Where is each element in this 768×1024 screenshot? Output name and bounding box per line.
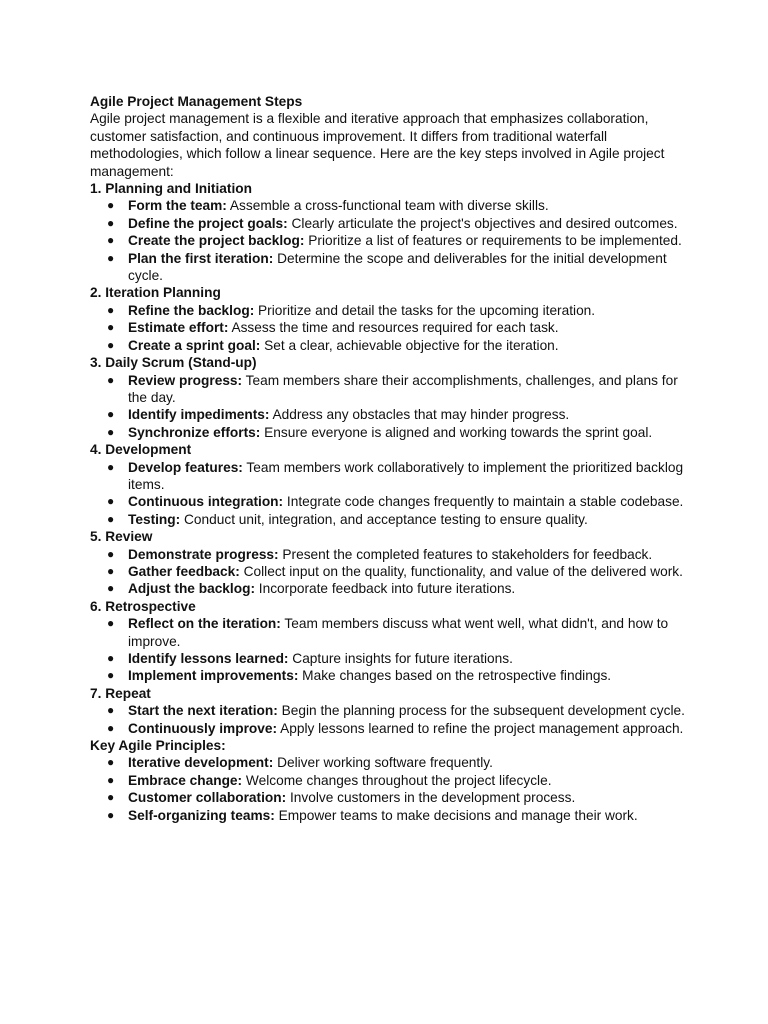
section-heading: 1. Planning and Initiation — [90, 181, 252, 197]
list-item — [90, 197, 690, 214]
section-heading: 3. Daily Scrum (Stand-up) — [90, 355, 257, 371]
item-description: Make changes based on the retrospective findings. — [298, 668, 612, 684]
list-item — [90, 754, 690, 771]
section-heading: Key Agile Principles: — [90, 738, 226, 754]
bullet-list — [90, 459, 690, 529]
item-description: Incorporate feedback into future iterations. — [255, 581, 516, 597]
list-item — [90, 459, 690, 494]
item-description: Begin the planning process for the subsequent development cycle. — [277, 703, 685, 719]
item-term: Reflect on the iteration: — [128, 616, 281, 632]
bullet-icon: ● — [107, 546, 115, 561]
list-item — [90, 319, 690, 336]
item-description: Team members discuss what went well, what didn't, and how to improve. — [128, 616, 669, 649]
item-description: Prioritize and detail the tasks for the upcoming iteration. — [254, 302, 596, 318]
intro-paragraph: Agile project management is a flexible and iterative approach that emphasizes collaboration, customer satisfaction, and continuous improvement. It differs from traditional waterfall methodologies, which follow a linear sequence. Here are the key steps involved in Agile project management: — [90, 111, 665, 179]
bullet-icon: ● — [107, 494, 115, 509]
bullet-list — [90, 754, 690, 824]
list-item — [90, 406, 690, 423]
bullet-list — [90, 302, 690, 354]
bullet-list — [90, 615, 690, 685]
item-term: Customer collaboration: — [128, 790, 287, 806]
section-heading: 5. Review — [90, 529, 153, 545]
bullet-icon: ● — [107, 720, 115, 735]
bullet-list — [90, 546, 690, 598]
item-term: Implement improvements: — [128, 668, 299, 684]
bullet-icon: ● — [107, 703, 115, 718]
item-description: Integrate code changes frequently to maintain a stable codebase. — [283, 494, 684, 510]
item-term: Review progress: — [128, 372, 243, 388]
bullet-icon: ● — [107, 581, 115, 596]
item-description: Capture insights for future iterations. — [288, 651, 513, 666]
bullet-icon: ● — [107, 198, 115, 213]
item-description: Ensure everyone is aligned and working towards the sprint goal. — [260, 424, 653, 440]
bullet-icon: ● — [107, 616, 115, 631]
item-description: Welcome changes throughout the project lifecycle. — [242, 772, 552, 788]
bullet-icon: ● — [107, 651, 115, 665]
item-description: Apply lessons learned to refine the project management approach. — [277, 720, 684, 736]
item-term: Continuous integration: — [128, 494, 284, 510]
bullet-list — [90, 372, 690, 442]
item-description: Involve customers in the development process. — [286, 790, 576, 806]
item-description: Empower teams to make decisions and manage their work. — [274, 807, 638, 823]
item-description: Team members share their accomplishments, challenges, and plans for the day. — [128, 372, 678, 405]
bullet-icon: ● — [107, 233, 115, 248]
item-description: Assemble a cross-functional team with diverse skills. — [226, 198, 549, 214]
list-item — [90, 372, 690, 407]
section-heading: 2. Iteration Planning — [90, 285, 221, 301]
item-description: Assess the time and resources required for each task. — [228, 320, 559, 336]
document-title: Agile Project Management Steps — [90, 94, 303, 109]
item-term: Identify lessons learned: — [128, 651, 289, 666]
item-term: Plan the first iteration: — [128, 250, 274, 266]
list-item — [90, 563, 690, 580]
bullet-list — [90, 197, 690, 284]
list-item — [90, 667, 690, 684]
bullet-icon: ● — [107, 790, 115, 805]
bullet-icon: ● — [107, 215, 115, 230]
item-description: Deliver working software frequently. — [273, 755, 493, 771]
item-term: Gather feedback: — [128, 563, 240, 579]
item-term: Embrace change: — [128, 772, 243, 788]
list-item — [90, 615, 690, 650]
item-term: Self-organizing teams: — [128, 807, 275, 823]
item-term: Adjust the backlog: — [128, 581, 255, 597]
item-description: Present the completed features to stakeholders for feedback. — [278, 546, 653, 562]
bullet-icon: ● — [107, 372, 115, 387]
bullet-icon: ● — [107, 755, 115, 770]
item-term: Estimate effort: — [128, 320, 229, 336]
bullet-icon: ● — [107, 407, 115, 422]
item-term: Testing: — [128, 511, 181, 527]
list-item — [90, 720, 690, 737]
list-item — [90, 772, 690, 789]
item-description: Determine the scope and deliverables for the initial development cycle. — [128, 250, 667, 284]
bullet-icon: ● — [107, 337, 115, 352]
item-term: Start the next iteration: — [128, 703, 278, 719]
bullet-icon: ● — [107, 250, 115, 265]
document-page — [90, 93, 690, 824]
item-term: Form the team: — [128, 198, 227, 214]
item-term: Create the project backlog: — [128, 233, 305, 249]
bullet-list — [90, 702, 690, 737]
bullet-icon: ● — [107, 668, 115, 683]
list-item — [90, 580, 690, 597]
item-term: Develop features: — [128, 459, 243, 475]
list-item — [90, 546, 690, 563]
item-description: Team members work collaboratively to implement the prioritized backlog items. — [128, 459, 684, 492]
bullet-icon: ● — [107, 807, 115, 822]
list-item — [90, 789, 690, 806]
list-item — [90, 250, 690, 285]
item-term: Create a sprint goal: — [128, 337, 261, 353]
list-item — [90, 807, 690, 824]
section-heading: 7. Repeat — [90, 685, 151, 701]
bullet-icon: ● — [107, 302, 115, 317]
list-item — [90, 511, 690, 528]
item-term: Identify impediments: — [128, 407, 270, 423]
bullet-icon: ● — [107, 320, 115, 335]
list-item — [90, 493, 690, 510]
item-term: Iterative development: — [128, 755, 274, 771]
list-item — [90, 702, 690, 719]
item-description: Set a clear, achievable objective for the iteration. — [260, 337, 559, 353]
bullet-icon: ● — [107, 772, 115, 787]
list-item — [90, 232, 690, 249]
item-term: Refine the backlog: — [128, 302, 255, 318]
item-description: Address any obstacles that may hinder progress. — [269, 407, 570, 423]
section-heading: 4. Development — [90, 442, 192, 458]
bullet-icon: ● — [107, 563, 115, 578]
item-term: Demonstrate progress: — [128, 546, 279, 562]
list-item — [90, 424, 690, 441]
item-term: Synchronize efforts: — [128, 424, 261, 440]
item-description: Conduct unit, integration, and acceptance testing to ensure quality. — [180, 511, 588, 527]
section-heading: 6. Retrospective — [90, 598, 196, 614]
bullet-icon: ● — [107, 424, 115, 439]
list-item — [90, 650, 690, 667]
item-term: Continuously improve: — [128, 720, 278, 736]
list-item — [90, 302, 690, 319]
bullet-icon: ● — [107, 459, 115, 474]
item-description: Prioritize a list of features or requirements to be implemented. — [304, 233, 682, 249]
item-description: Clearly articulate the project's objectives and desired outcomes. — [287, 215, 678, 231]
list-item — [90, 337, 690, 354]
sections-container — [90, 180, 690, 824]
item-description: Collect input on the quality, functionality, and value of the delivered work. — [239, 563, 683, 579]
item-term: Define the project goals: — [128, 215, 288, 231]
list-item — [90, 215, 690, 232]
bullet-icon: ● — [107, 511, 115, 526]
